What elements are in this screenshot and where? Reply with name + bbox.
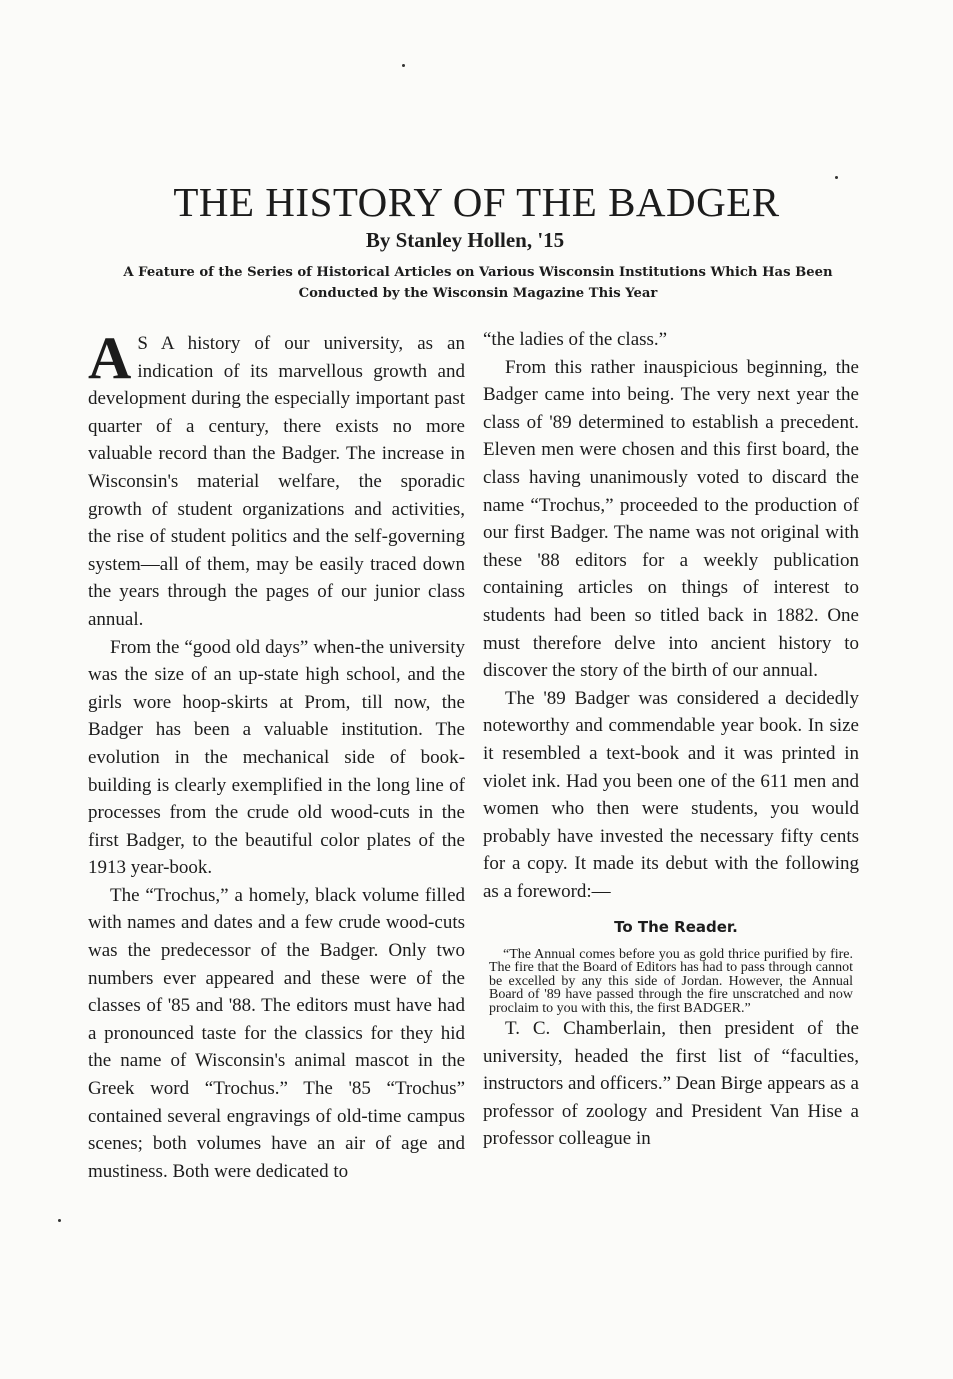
subtitle: A Feature of the Series of Historical Articles on Various Wisconsin Institutions Which Has Been Conducted by the Wisconsin Magazine This Year	[123, 265, 833, 301]
left-column	[88, 325, 465, 1185]
paragraph-5: From this rather inauspicious beginning, the Badger came into being. The very next year the class of '89 determined to establish a precedent. Eleven men were chosen and this first board, the class having unanimously voted to discard the name “Trochus,” proceeded to the production of our first Badger. The name was not original with these '88 editors for a weekly publication containing articles on things of interest to students had been so titled back in 1882. One must therefore delve into ancient history to discover the story of the birth of our annual.	[483, 356, 859, 682]
paragraph-2: From the “good old days” when-the university was the size of an up-state high school, and the girls wore hoop-skirts at Prom, till now, the Badger has been a valuable institution. The evolution in the mechanical side of book-building is clearly exemplified in the long line of processes from the crude old wood-cuts in the first Badger, to the beautiful color plates of the 1913 year-book.	[88, 636, 465, 879]
page-title: THE HISTORY OF THE BADGER	[173, 179, 780, 225]
print-speck	[58, 1219, 61, 1222]
foreword-quote: “The Annual comes before you as gold thrice purified by fire. The fire that the Board of Editors has had to pass through cannot be excelled by any this side of Jordan. However, the Annual Board of '89 have passed through the fire unscratched and now proclaim to you with this, the first BADGER.”	[489, 947, 853, 1016]
paragraph-4: “the ladies of the class.”	[483, 329, 668, 350]
to-the-reader-heading: To The Reader.	[614, 918, 738, 937]
paragraph-1	[88, 325, 465, 634]
paragraph-3: The “Trochus,” a homely, black volume filled with names and dates and a few crude wood-cuts was the predecessor of the Badger. Only two numbers ever appeared and these were of the classes of '85 and '88. The editors must have had a pronounced taste for the classics for they hid the name of Wisconsin's animal mascot in the Greek word “Trochus.” The '85 “Trochus” contained several engravings of old-time campus scenes; both volumes have an air of age and mustiness. Both were dedicated to	[88, 884, 465, 1182]
print-speck	[402, 64, 405, 67]
paragraph-6: The '89 Badger was considered a decidedly noteworthy and commendable year book. In size it resembled a text-book and it was printed in violet ink. Had you been one of the 611 men and women who then were students, you would probably have invested the necessary fifty cents for a copy. It made its debut with the following as a foreword:—	[483, 687, 859, 902]
paragraph-7: T. C. Chamberlain, then president of the university, headed the first list of “faculties, instructors and officers.” Dean Birge appears as a professor of zoology and President Van Hise a professor colleague in	[483, 1018, 859, 1150]
print-speck	[835, 176, 838, 179]
byline: By Stanley Hollen, '15	[365, 228, 565, 252]
paragraph-1-text: S A history of our university, as an indication of its marvellous growth and development during the especially important past quarter of a century, there exists no more valuable record than the Badger. The increase in Wisconsin's material welfare, the sporadic growth of student organizations and activities, the rise of student politics and the self-governing system—all of them, may be easily traced down the years through the pages of our junior class annual.	[88, 333, 465, 630]
right-column	[483, 326, 859, 1153]
drop-cap: A	[88, 325, 132, 391]
